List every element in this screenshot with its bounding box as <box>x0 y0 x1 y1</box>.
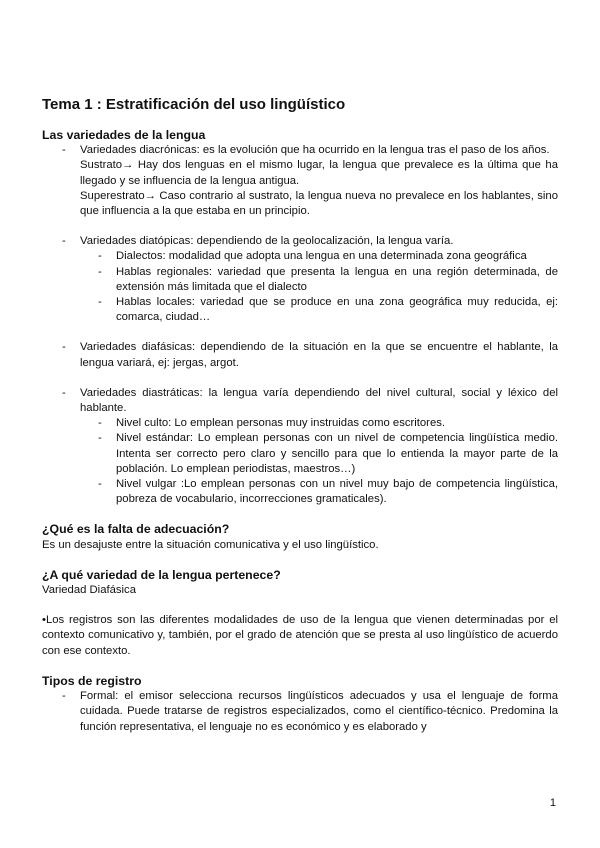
diatopicas-text: Variedades diatópicas: dependiendo de la geolocalización, la lengua varía. <box>80 235 454 248</box>
diacronicas-text: Variedades diacrónicas: es la evolución que ha ocurrido en la lengua tras el paso de los años. <box>80 144 550 157</box>
list-dash: - <box>98 250 102 263</box>
formal-text: Formal: el emisor selecciona recursos lingüísticos adecuados y usa el lenguaje de forma cuidada. Puede tratarse de registros especializados, como el científico-técnico. Predomina la función representativa, el lenguaje no es económico y es elaborado y <box>80 690 558 733</box>
sublist-item-hablas-locales <box>42 295 558 325</box>
diastraticas-text: Variedades diastráticas: la lengua varía dependiendo del nivel cultural, social y léxico del hablante. <box>80 386 558 415</box>
variedad-pertenece-text: Variedad Diafásica <box>42 584 136 597</box>
list-dash: - <box>62 690 66 703</box>
list-item-diacronicas <box>42 143 558 219</box>
sublist-item-nivel-estandar <box>42 431 558 477</box>
sublist-text: Hablas regionales: variedad que presenta la lengua en una región determinada, de extensión más limitada que el dialecto <box>116 265 558 293</box>
sublist-text: Nivel culto: Lo emplean personas muy instruidas como escritores. <box>116 417 446 430</box>
document-body <box>42 128 558 735</box>
list-dash: - <box>62 341 66 354</box>
list-item-diafasicas <box>42 340 558 370</box>
sublist-text: Hablas locales: variedad que se produce en una zona geográfica muy reducida, ej: comarca, ciudad… <box>116 296 558 324</box>
sublist-text: Nivel estándar: Lo emplean personas con un nivel de competencia lingüística medio. Intenta ser correcto pero claro y sencillo para que lo entienda la mayor parte de la población. Lo emplean periodistas, maestros…) <box>116 432 558 475</box>
falta-adecuacion-text: Es un desajuste entre la situación comunicativa y el uso lingüístico. <box>42 538 379 551</box>
sustrato-text: Sustrato→ Hay dos lenguas en el mismo lugar, la lengua que prevalece es la última que ha llegado y se influencia de la lengua antigua. <box>80 159 558 187</box>
list-item-diatopicas <box>42 234 558 249</box>
list-dash: - <box>62 386 66 399</box>
section-heading-tipos-registro: Tipos de registro <box>42 673 142 688</box>
page-number: 1 <box>549 797 556 809</box>
sublist-text: Dialectos: modalidad que adopta una lengua en una determinada zona geográfica <box>116 250 527 263</box>
superestrato-text: Superestrato→ Caso contrario al sustrato, la lengua nueva no prevalece en los hablantes, sino que influencia a la que estaba en un principio. <box>80 189 558 218</box>
list-dash: - <box>98 296 102 309</box>
list-dash: - <box>98 265 102 278</box>
list-dash: - <box>98 432 102 445</box>
sublist-item-dialectos <box>42 249 558 264</box>
list-item-diastraticas <box>42 386 558 416</box>
diafasicas-text: Variedades diafásicas: dependiendo de la situación en la que se encuentre el hablante, la lengua variará, ej: jergas, argot. <box>80 341 558 369</box>
list-dash: - <box>62 144 66 157</box>
sublist-text: Nivel vulgar :Lo emplean personas con un nivel muy bajo de competencia lingüística, pobreza de vocabulario, incorrecciones gramaticales). <box>116 478 558 506</box>
section-heading-falta-adecuacion: ¿Qué es la falta de adecuación? <box>42 522 230 537</box>
sublist-item-nivel-culto <box>42 416 558 431</box>
list-dash: - <box>98 417 102 430</box>
list-item-formal <box>42 689 558 735</box>
list-dash: - <box>98 478 102 491</box>
sublist-item-hablas-regionales <box>42 265 558 295</box>
registros-paragraph: •Los registros son las diferentes modalidades de uso de la lengua que vienen determinadas por el contexto comunicativo y, también, por el grado de atención que se presta al uso lingüístico de acuerdo con ese contexto. <box>42 614 558 657</box>
section-heading-variedades: Las variedades de la lengua <box>42 128 206 142</box>
section-heading-variedad-pertenece: ¿A qué variedad de la lengua pertenece? <box>42 567 281 582</box>
list-dash: - <box>62 235 66 248</box>
sublist-item-nivel-vulgar <box>42 477 558 507</box>
page-title: Tema 1 : Estratificación del uso lingüístico <box>42 96 346 113</box>
